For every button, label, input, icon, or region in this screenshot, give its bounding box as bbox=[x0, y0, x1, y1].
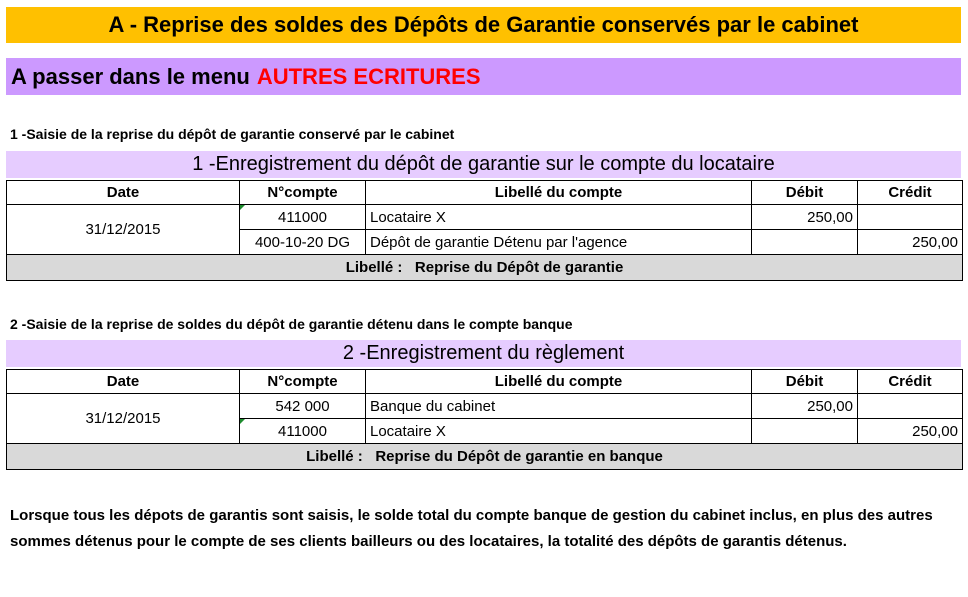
account-number-text: 411000 bbox=[278, 208, 327, 226]
debit-amount[interactable]: 250,00 bbox=[752, 205, 858, 230]
section-1-note: 1 -Saisie de la reprise du dépôt de garantie conservé par le cabinet bbox=[10, 126, 455, 142]
libelle-key: Libellé : bbox=[306, 448, 363, 465]
section-2-title bbox=[6, 340, 961, 367]
account-number[interactable]: 400-10-20 DG bbox=[240, 230, 366, 255]
account-label[interactable]: Dépôt de garantie Détenu par l'agence bbox=[366, 230, 752, 255]
journal-entry-table-2 bbox=[6, 369, 963, 470]
menu-instruction bbox=[6, 58, 961, 95]
account-number[interactable]: 542 000 bbox=[240, 394, 366, 419]
col-label: Libellé du compte bbox=[366, 181, 752, 205]
libelle-cell bbox=[7, 255, 963, 281]
table-row bbox=[7, 394, 963, 419]
cell-indicator-icon bbox=[240, 419, 245, 424]
col-account: N°compte bbox=[240, 181, 366, 205]
libelle-row bbox=[7, 444, 963, 470]
col-date: Date bbox=[7, 370, 240, 394]
account-number-text: 411000 bbox=[278, 422, 327, 440]
page-title bbox=[6, 7, 961, 43]
debit-amount[interactable]: 250,00 bbox=[752, 394, 858, 419]
col-credit: Crédit bbox=[858, 370, 963, 394]
account-label[interactable]: Locataire X bbox=[366, 205, 752, 230]
col-debit: Débit bbox=[752, 370, 858, 394]
entry-date: 31/12/2015 bbox=[7, 205, 240, 255]
col-credit: Crédit bbox=[858, 181, 963, 205]
debit-amount[interactable] bbox=[752, 230, 858, 255]
account-number[interactable] bbox=[240, 205, 366, 230]
credit-amount[interactable] bbox=[858, 394, 963, 419]
table-header-row bbox=[7, 181, 963, 205]
libelle-value: Reprise du Dépôt de garantie bbox=[414, 259, 624, 276]
credit-amount[interactable] bbox=[858, 205, 963, 230]
table-row bbox=[7, 205, 963, 230]
account-number[interactable] bbox=[240, 419, 366, 444]
menu-instruction-prefix: A passer dans le menu bbox=[11, 63, 250, 89]
entry-date: 31/12/2015 bbox=[7, 394, 240, 444]
debit-amount[interactable] bbox=[752, 419, 858, 444]
libelle-row bbox=[7, 255, 963, 281]
menu-name: AUTRES ECRITURES bbox=[256, 63, 481, 89]
page-title-text: A - Reprise des soldes des Dépôts de Garantie conservés par le cabinet bbox=[108, 12, 859, 37]
account-label[interactable]: Locataire X bbox=[366, 419, 752, 444]
section-1-title bbox=[6, 151, 961, 178]
journal-entry-table-1 bbox=[6, 180, 963, 281]
col-account: N°compte bbox=[240, 370, 366, 394]
section-2-title-text: 2 -Enregistrement du règlement bbox=[342, 342, 625, 364]
account-label[interactable]: Banque du cabinet bbox=[366, 394, 752, 419]
libelle-value: Reprise du Dépôt de garantie en banque bbox=[375, 448, 663, 465]
credit-amount[interactable]: 250,00 bbox=[858, 419, 963, 444]
col-label: Libellé du compte bbox=[366, 370, 752, 394]
section-2-note: 2 -Saisie de la reprise de soldes du dépôt de garantie détenu dans le compte banque bbox=[10, 316, 573, 332]
col-date: Date bbox=[7, 181, 240, 205]
section-1-title-text: 1 -Enregistrement du dépôt de garantie sur le compte du locataire bbox=[192, 153, 775, 175]
table-header-row bbox=[7, 370, 963, 394]
libelle-cell bbox=[7, 444, 963, 470]
col-debit: Débit bbox=[752, 181, 858, 205]
credit-amount[interactable]: 250,00 bbox=[858, 230, 963, 255]
footer-note: Lorsque tous les dépots de garantis sont saisis, le solde total du compte banque de gestion du cabinet inclus, en plus des autres sommes détenus pour le compte de ses clients bailleurs ou des locataires, la totalité des dépôts de garantis détenus. bbox=[10, 507, 933, 550]
cell-indicator-icon bbox=[240, 205, 245, 210]
libelle-key: Libellé : bbox=[345, 259, 403, 276]
